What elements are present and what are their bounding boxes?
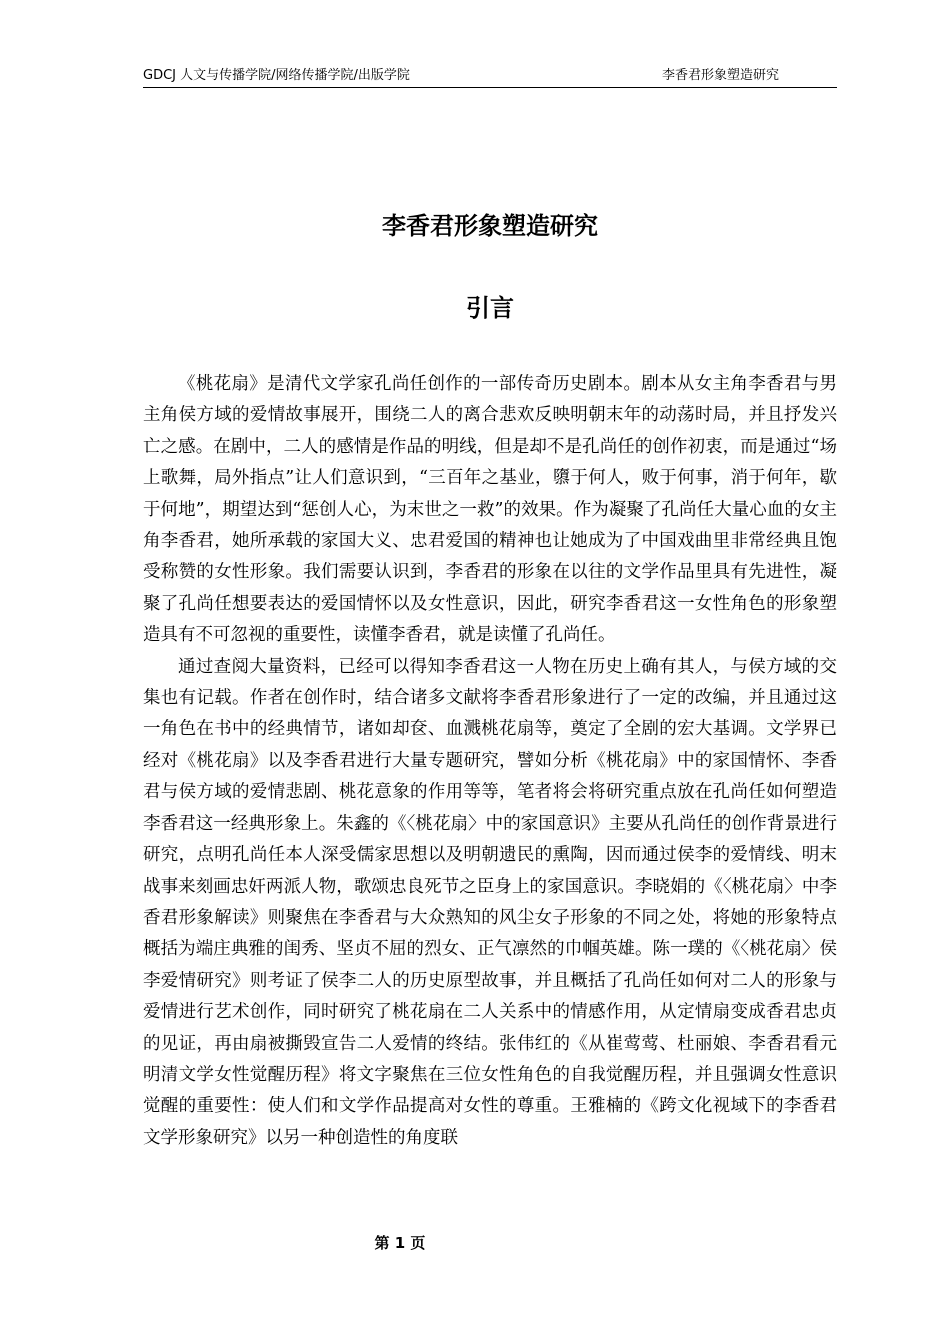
- header-institution: GDCJ 人文与传播学院/网络传播学院/出版学院: [143, 68, 410, 83]
- section-heading-introduction: 引言: [466, 294, 514, 322]
- header-short-title: 李香君形象塑造研究: [661, 68, 779, 83]
- paper-title: 李香君形象塑造研究: [382, 212, 598, 240]
- body-text: [143, 369, 837, 1154]
- running-header: [143, 67, 837, 88]
- paragraph-1: 《桃花扇》是清代文学家孔尚任创作的一部传奇历史剧本。剧本从女主角李香君与男主角侯方域的爱情故事展开，围绕二人的离合悲欢反映明朝末年的动荡时局，并且抒发兴亡之感。在剧中，二人的感情是作品的明线，但是却不是孔尚任的创作初衷，而是通过“场上歌舞，局外指点”让人们意识到，“三百年之基业，隳于何人，败于何事，消于何年，歇于何地”，期望达到“惩创人心，为末世之一救”的效果。作为凝聚了孔尚任大量心血的女主角李香君，她所承载的家国大义、忠君爱国的精神也让她成为了中国戏曲里非常经典且饱受称赞的女性形象。我们需要认识到，李香君的形象在以往的文学作品里具有先进性，凝聚了孔尚任想要表达的爱国情怀以及女性意识，因此，研究李香君这一女性角色的形象塑造具有不可忽视的重要性，读懂李香君，就是读懂了孔尚任。: [143, 374, 837, 646]
- page-number: 第 1 页: [374, 1234, 426, 1252]
- paragraph-2: 通过查阅大量资料，已经可以得知李香君这一人物在历史上确有其人，与侯方域的交集也有记载。作者在创作时，结合诸多文献将李香君形象进行了一定的改编，并且通过这一角色在书中的经典情节，诸如却奁、血溅桃花扇等，奠定了全剧的宏大基调。文学界已经对《桃花扇》以及李香君进行大量专题研究，譬如分析《桃花扇》中的家国情怀、李香君与侯方域的爱情悲剧、桃花意象的作用等等，笔者将会将研究重点放在孔尚任如何塑造李香君这一经典形象上。朱鑫的《〈桃花扇〉中的家国意识》主要从孔尚任的创作背景进行研究，点明孔尚任本人深受儒家思想以及明朝遗民的熏陶，因而通过侯李的爱情线、明末战事来刻画忠奸两派人物，歌颂忠良死节之臣身上的家国意识。李晓娟的《〈桃花扇〉中李香君形象解读》则聚焦在李香君与大众熟知的风尘女子形象的不同之处，将她的形象特点概括为端庄典雅的闺秀、坚贞不屈的烈女、正气凛然的巾帼英雄。陈一璞的《〈桃花扇〉侯李爱情研究》则考证了侯李二人的历史原型故事，并且概括了孔尚任如何对二人的形象与爱情进行艺术创作，同时研究了桃花扇在二人关系中的情感作用，从定情扇变成香君忠贞的见证，再由扇被撕毁宣告二人爱情的终结。张伟红的《从崔莺莺、杜丽娘、李香君看元明清文学女性觉醒历程》将文字聚焦在三位女性角色的自我觉醒历程，并且强调女性意识觉醒的重要性：使人们和文学作品提高对女性的尊重。王雅楠的《跨文化视域下的李香君文学形象研究》以另一种创造性的角度联: [143, 656, 837, 1148]
